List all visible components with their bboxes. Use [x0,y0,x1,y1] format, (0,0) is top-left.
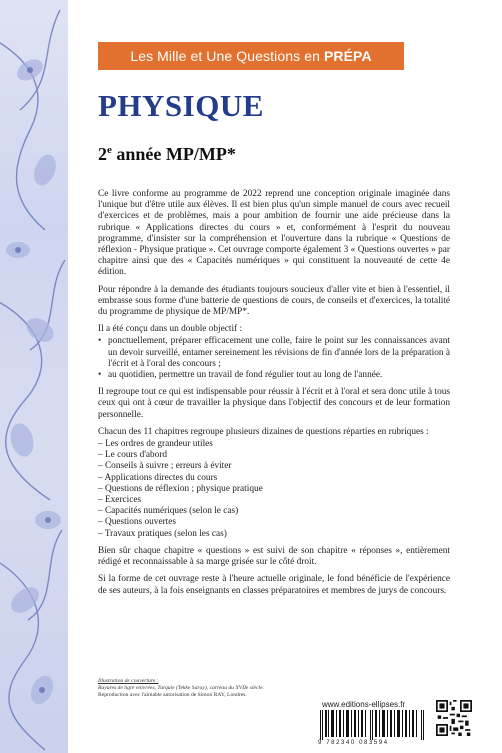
paragraph: Il regroupe tout ce qui est indispensable pour réussir à l'écrit et à l'oral et sera donc utile à tous ceux qui ont à cœur de travailler la physique dans l'objectif des concours et de leur formation personnelle. [98,387,450,420]
paragraph: Si la forme de cet ouvrage reste à l'heure actuelle originale, le fond bénéficie de l'expérience de ses auteurs, à la fois enseignants en classes préparatoires et membres de jurys de concours. [98,574,450,596]
series-banner [98,42,404,70]
cover-credits [98,678,288,699]
paragraph: Il a été conçu dans un double objectif : [98,324,243,335]
list-item: – Exercices [98,495,450,506]
publisher-website[interactable]: www.editions-ellipses.fr [322,700,406,709]
credits-line: Reproduction avec l'aimable autorisation de Simon RAY, Londres. [98,692,247,698]
series-prefix: Les Mille et Une Questions en [130,48,324,64]
objectives-list [98,336,450,381]
list-item: • au quotidien, permettre un travail de fond régulier tout au long de l'année. [98,370,450,381]
paragraph: Chacun des 11 chapitres regroupe plusieurs dizaines de questions réparties en rubriques : [98,426,429,437]
book-subtitle [98,144,236,165]
subtitle-text: année MP/MP* [111,144,236,164]
paragraph: Pour répondre à la demande des étudiants toujours soucieux d'aller vite et bien à l'essentiel, il embrasse sous forme d'une batterie de questions de cours, de conseils et d'exercices, la totalité du programme de physique de MP/MP*. [98,284,450,318]
floral-decorative-band [0,0,68,753]
isbn-number: 9 782340 083594 [318,740,389,746]
list-item: – Capacités numériques (selon le cas) [98,506,450,517]
list-item: – Les ordres de grandeur utiles [98,439,450,450]
list-item: – Travaux pratiques (selon les cas) [98,529,450,540]
subtitle-number: 2 [98,144,107,164]
credits-label: Illustration de couverture : [98,678,159,684]
book-title: PHYSIQUE [98,88,264,123]
credits-line: Rayures de tigre enivrées, Turquie (Tekke Saray), carreau du XVIIe siècle. [98,685,264,691]
paragraph: Bien sûr chaque chapitre « questions » est suivi de son chapitre « réponses », entièrement rédigé et reconnaissable à sa marge grisée sur le côté droit. [98,545,450,568]
rubrics-list [98,439,450,540]
floral-pattern-icon [0,0,68,753]
list-item: – Le cours d'abord [98,450,450,461]
list-item: – Conseils à suivre ; erreurs à éviter [98,461,450,472]
description [98,189,450,603]
series-bold: PRÉPA [323,48,372,64]
list-item: – Questions ouvertes [98,517,450,528]
qr-code-icon [436,700,472,736]
list-item: – Applications directes du cours [98,473,450,484]
list-item: • ponctuellement, préparer efficacement une colle, faire le point sur les connaissances avant un devoir surveillé, entamer sereinement les révisions de fin d'année lors de la préparation à l'écrit et à l'oral des concours ; [98,336,450,370]
subtitle-sup: e [107,144,112,156]
barcode-icon [318,710,428,740]
paragraph: Ce livre conforme au programme de 2022 reprend une conception originale imaginée dans l'unique but d'être utile aux élèves. Il est bien plus qu'un simple manuel de cours avec recueil d'exercices et de problèmes, mais a pour ambition de fournir une aide précieuse dans la rubrique « Applications directes du cours » et, conformément à l'esprit du nouveau programme, d'insister sur la compréhension et l'ouverture dans la rubrique « Questions de réflexion - Physique pratique ». Cet ouvrage comporte également 3 « Questions ouvertes » par chapitre ainsi que des « Capacités numériques » qui constituent la nouveauté de cette 4e édition. [98,189,450,278]
list-item: – Questions de réflexion ; physique pratique [98,484,450,495]
